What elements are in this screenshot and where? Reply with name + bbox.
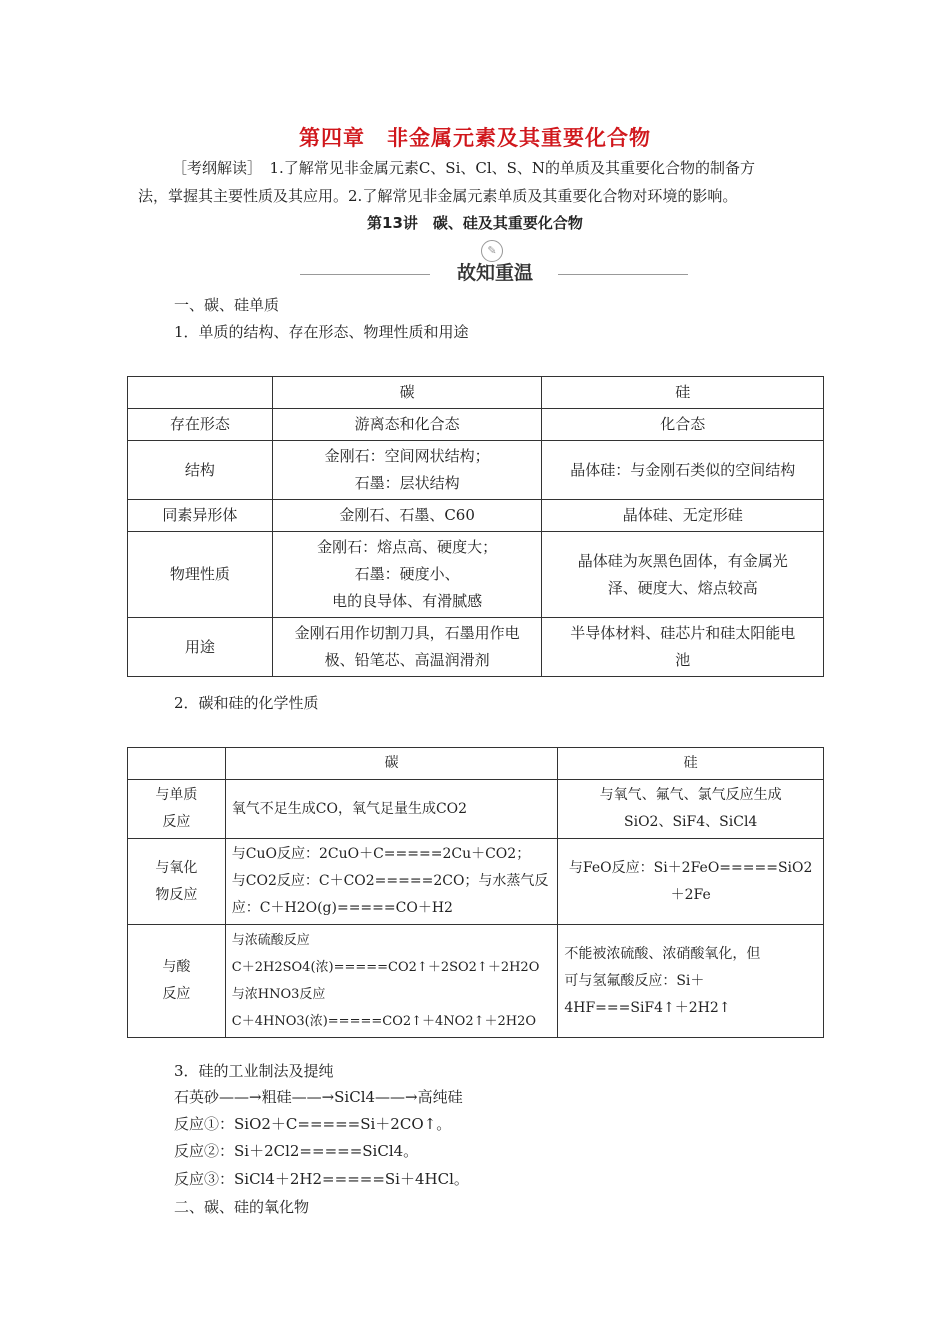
cell-line: 电的良导体、有滑腻感	[332, 592, 483, 610]
cell-line: 与CO2反应：C＋CO2=====2CO；与水蒸气反	[231, 873, 549, 889]
table-row	[128, 409, 824, 441]
review-banner	[300, 258, 688, 288]
cell-line: 石墨：层状结构	[354, 474, 460, 492]
table-header-cell: 硅	[558, 748, 824, 780]
table-row	[128, 839, 824, 925]
label-line: 与酸	[162, 959, 191, 975]
label-line: 反应	[162, 814, 191, 830]
carbon-cell	[225, 925, 558, 1038]
table-header-cell: 碳	[225, 748, 558, 780]
silicon-cell: 晶体硅、无定形硅	[542, 500, 824, 532]
table-header-cell	[128, 377, 273, 409]
cell-line: 晶体硅为灰黑色固体，有金属光	[577, 551, 788, 570]
reaction-1: 反应①：SiO2＋C=====Si＋2CO↑。	[174, 1115, 452, 1133]
silicon-cell	[558, 925, 824, 1038]
table-header-cell	[128, 748, 226, 780]
leaf-icon: ✎	[481, 240, 503, 262]
table-row	[128, 500, 824, 532]
cell-line: 可与氢氟酸反应：Si＋	[564, 972, 705, 989]
carbon-cell	[272, 441, 542, 500]
carbon-cell	[272, 532, 542, 618]
table-row	[128, 780, 824, 839]
cell-line: 金刚石：空间网状结构；	[324, 447, 490, 465]
intro-line-1: ［考纲解读］ 1.了解常见非金属元素C、Si、Cl、S、N的单质及其重要化合物的制备方	[172, 159, 756, 177]
cell-line: 4HF===SiF4↑＋2H2↑	[564, 999, 731, 1016]
cell-line: C＋2H2SO4(浓)=====CO2↑＋2SO2↑＋2H2O	[231, 960, 540, 975]
cell-line: 与CuO反应：2CuO＋C=====2Cu＋CO2；	[231, 846, 531, 862]
chapter-title: 第四章 非金属元素及其重要化合物	[299, 126, 651, 150]
table-row	[128, 618, 824, 677]
reaction-3: 反应③：SiCl4＋2H2=====Si＋4HCl。	[174, 1170, 469, 1188]
banner-rule-right	[558, 274, 688, 275]
silicon-cell	[542, 532, 824, 618]
cell-line: C＋4HNO3(浓)=====CO2↑＋4NO2↑＋2H2O	[231, 1014, 537, 1029]
label-line: 物反应	[155, 886, 198, 903]
silicon-cell: 化合态	[542, 409, 824, 441]
carbon-cell	[225, 839, 558, 925]
cell-line: 石墨：硬度小、	[354, 565, 460, 583]
row-label	[128, 925, 226, 1038]
row-label: 同素异形体	[128, 500, 273, 532]
cell-line: 应：C＋H2O(g)=====CO＋H2	[231, 900, 453, 916]
cell-line: 与浓硫酸反应	[231, 933, 310, 948]
reaction-2: 反应②：Si＋2Cl2=====SiCl4。	[174, 1142, 419, 1160]
silicon-cell	[558, 839, 824, 925]
cell-line: 泽、硬度大、熔点较高	[607, 578, 758, 597]
table-header-cell: 硅	[542, 377, 824, 409]
subheading-2: 2．碳和硅的化学性质	[174, 694, 319, 712]
row-label: 物理性质	[128, 532, 273, 618]
silicon-cell	[542, 618, 824, 677]
cell-line: 金刚石：熔点高、硬度大；	[317, 538, 498, 556]
section-heading-2: 二、碳、硅的氧化物	[174, 1198, 310, 1216]
row-label: 用途	[128, 618, 273, 677]
label-line: 与氧化	[155, 859, 198, 876]
table-row	[128, 532, 824, 618]
cell-line: 半导体材料、硅芯片和硅太阳能电	[570, 624, 796, 642]
silicon-cell: 晶体硅：与金刚石类似的空间结构	[542, 441, 824, 500]
silicon-cell	[558, 780, 824, 839]
cell-line: SiO2、SiF4、SiCl4	[624, 814, 758, 830]
carbon-cell: 金刚石、石墨、C60	[272, 500, 542, 532]
row-label: 存在形态	[128, 409, 273, 441]
subheading-3: 3．硅的工业制法及提纯	[174, 1062, 334, 1080]
subheading-1: 1．单质的结构、存在形态、物理性质和用途	[174, 323, 469, 341]
cell-line: 与氧气、氟气、氯气反应生成	[599, 787, 782, 803]
process-flow: 石英砂——→粗硅——→SiCl4——→高纯硅	[174, 1088, 463, 1106]
table-header-cell: 碳	[272, 377, 542, 409]
carbon-cell	[272, 409, 542, 441]
cell-line: 与FeO反应：Si＋2FeO=====SiO2	[568, 859, 813, 876]
cell-line: 与浓HNO3反应	[231, 987, 326, 1002]
chemical-properties-table	[127, 747, 824, 1038]
table-row	[128, 748, 824, 780]
table-row	[128, 925, 824, 1038]
carbon-cell	[272, 618, 542, 677]
carbon-cell: 氧气不足生成CO，氧气足量生成CO2	[225, 780, 558, 839]
label-line: 反应	[162, 986, 191, 1002]
banner-rule-left	[300, 274, 430, 275]
label-line: 与单质	[155, 787, 198, 803]
banner-text: 故知重温	[456, 262, 533, 284]
cell-line: ＋2Fe	[670, 886, 711, 903]
syllabus-intro	[138, 154, 818, 210]
row-label: 结构	[128, 441, 273, 500]
row-label	[128, 780, 226, 839]
cell-text: 游离态和化合态	[354, 415, 460, 433]
section-heading-1: 一、碳、硅单质	[174, 296, 280, 314]
cell-line: 金刚石用作切割刀具，石墨用作电	[294, 624, 520, 642]
intro-line-2: 法，掌握其主要性质及其应用。2.了解常见非金属元素单质及其重要化合物对环境的影响。	[138, 187, 738, 205]
lecture-title: 第13讲 碳、硅及其重要化合物	[367, 214, 583, 232]
cell-line: 池	[675, 651, 691, 669]
cell-line: 不能被浓硫酸、浓硝酸氧化，但	[564, 945, 761, 962]
cell-line: 极、铅笔芯、高温润滑剂	[324, 651, 490, 669]
table-row	[128, 377, 824, 409]
elements-properties-table	[127, 376, 824, 677]
table-row	[128, 441, 824, 500]
row-label	[128, 839, 226, 925]
